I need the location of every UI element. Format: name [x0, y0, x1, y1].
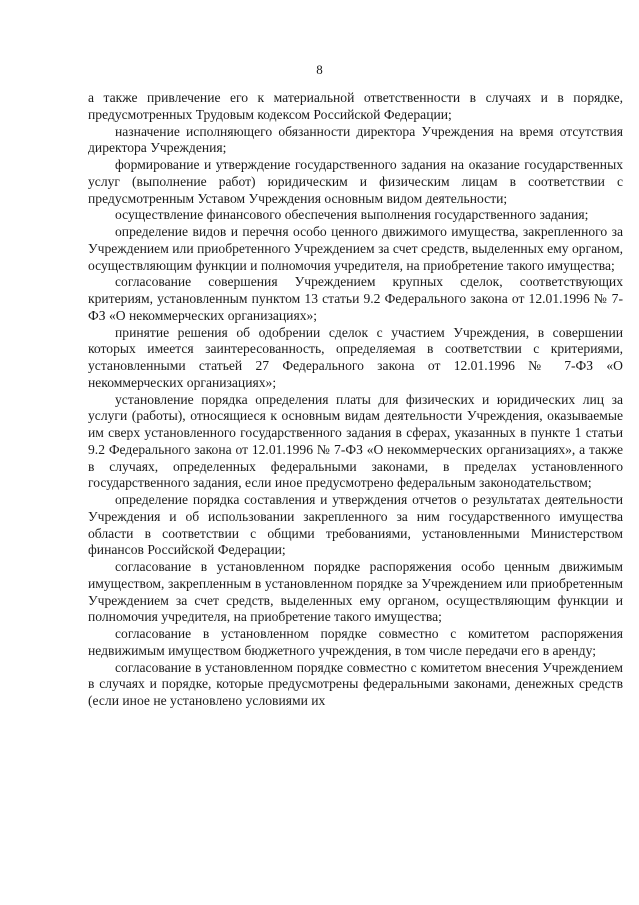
paragraph: определение порядка составления и утверждения отчетов о результатах деятельности Учреждения и об использовании закрепленного за ним государственного имущества области в соответствии с общими требованиями, установленными Министерством финансов Российской Федерации;	[88, 492, 623, 558]
paragraph: согласование в установленном порядке распоряжения особо ценным движимым имуществом, закрепленным в установленном порядке за Учреждением или приобретенным Учреждением за счет средств, выделенных ему органом, осуществляющим функции и полномочия учредителя, на приобретение такого имущества;	[88, 559, 623, 625]
paragraph: согласование совершения Учреждением крупных сделок, соответствующих критериям, установленным пунктом 13 статьи 9.2 Федерального закона от 12.01.1996 № 7-ФЗ «О некоммерческих организациях»;	[88, 274, 623, 323]
paragraph: принятие решения об одобрении сделок с участием Учреждения, в совершении которых имеется заинтересованность, определяемая в соответствии с критериями, установленными статьей 27 Федерального закона от 12.01.1996 № 7-ФЗ «О некоммерческих организациях»;	[88, 324, 623, 390]
document-body	[88, 90, 623, 710]
paragraph: определение видов и перечня особо ценного движимого имущества, закрепленного за Учреждением или приобретенного Учреждением за счет средств, выделенных ему органом, осуществляющим функции и полномочия учредителя, на приобретение такого имущества;	[88, 224, 623, 273]
paragraph: согласование в установленном порядке совместно с комитетом внесения Учреждением в случаях и порядке, которые предусмотрены федеральными законами, денежных средств (если иное не установлено условиями их	[88, 659, 623, 708]
paragraph: формирование и утверждение государственного задания на оказание государственных услуг (выполнение работ) юридическим и физическим лицам в соответствии с предусмотренным Уставом Учреждения основным видом деятельности;	[88, 157, 623, 206]
paragraph: осуществление финансового обеспечения выполнения государственного задания;	[115, 207, 589, 223]
paragraph: согласование в установленном порядке совместно с комитетом распоряжения недвижимым имуществом бюджетного учреждения, в том числе передачи его в аренду;	[88, 626, 623, 658]
paragraph: установление порядка определения платы для физических и юридических лиц за услуги (работы), относящиеся к основным видам деятельности Учреждения, оказываемые им сверх установленного государственного задания в сферах, указанных в пункте 1 статьи 9.2 Федерального закона от 12.01.1996 № 7-ФЗ «О некоммерческих организациях», а также в случаях, определенных федеральными законами, в пределах установленного государственного задания, если иное предусмотрено федеральным законодательством;	[88, 391, 623, 491]
paragraph: а также привлечение его к материальной ответственности в случаях и в порядке, предусмотренных Трудовым кодексом Российской Федерации;	[88, 90, 623, 122]
page-number: 8	[316, 62, 323, 77]
paragraph: назначение исполняющего обязанности директора Учреждения на время отсутствия директора Учреждения;	[88, 123, 623, 156]
